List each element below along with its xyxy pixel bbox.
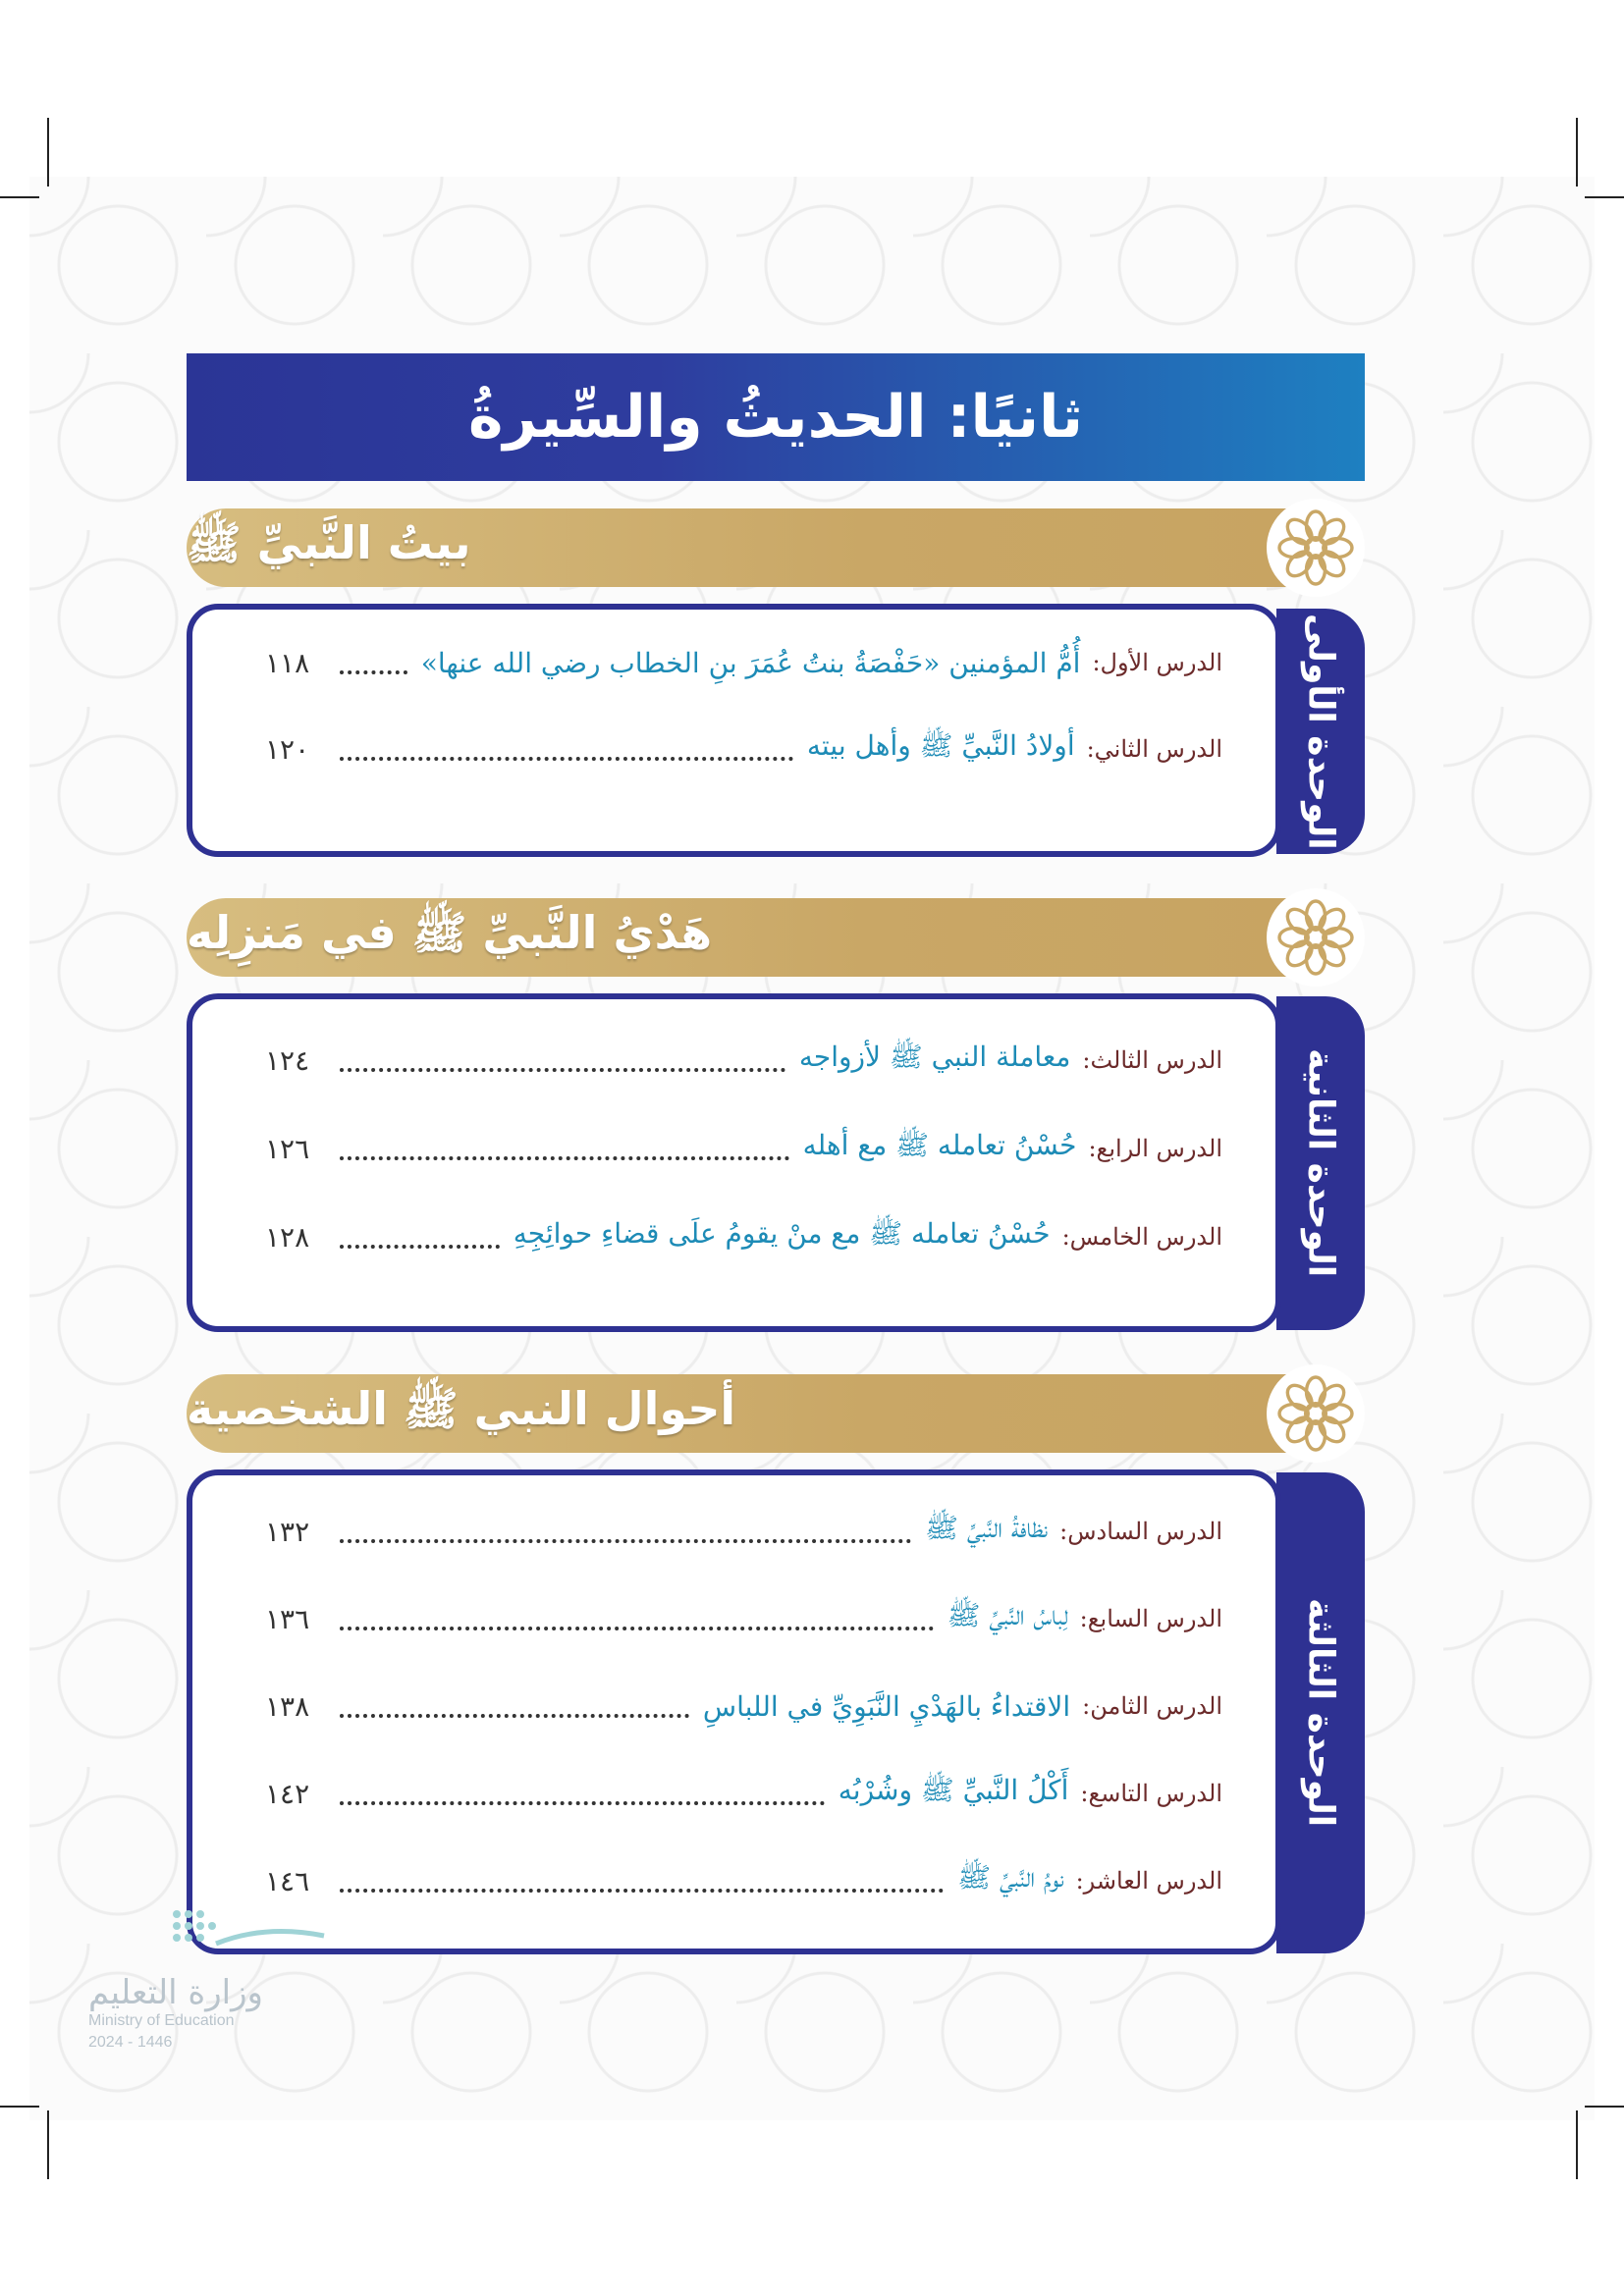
dot-leader xyxy=(340,1245,500,1249)
dot-leader xyxy=(340,757,793,761)
dot-leader xyxy=(340,1801,825,1805)
dot-leader xyxy=(340,670,407,674)
lesson-label: الدرس الثامن: xyxy=(1082,1692,1222,1720)
lesson-row[interactable] xyxy=(265,720,1222,778)
crop-mark xyxy=(1576,2110,1578,2179)
crop-mark xyxy=(1585,196,1624,198)
crop-mark xyxy=(1576,118,1578,187)
lesson-label: الدرس الرابع: xyxy=(1088,1135,1222,1162)
lesson-label: الدرس الثاني: xyxy=(1086,735,1222,763)
ministry-logo xyxy=(79,1904,334,2061)
lesson-title: لِباسُ النَّبيِّ ﷺ xyxy=(947,1599,1068,1631)
page-title: ثانيًا: الحديثُ والسِّيرةُ xyxy=(187,353,1365,481)
lesson-label: الدرس السابع: xyxy=(1079,1605,1222,1632)
lesson-title: معاملة النبي ﷺ لأزواجه xyxy=(798,1041,1071,1073)
dot-leader xyxy=(340,1889,944,1893)
dot-leader xyxy=(340,1539,911,1543)
lesson-label: الدرس الخامس: xyxy=(1061,1223,1222,1251)
lesson-title: أَكْلُ النَّبيِّ ﷺ وشُرْبُه xyxy=(838,1774,1069,1806)
flower-emblem-icon xyxy=(1267,499,1365,597)
lesson-title: نظافةُ النَّبيِّ ﷺ xyxy=(925,1512,1049,1544)
flower-emblem-icon xyxy=(1267,888,1365,987)
unit-3-banner: أحوال النبي ﷺ الشخصية xyxy=(187,1374,1316,1453)
dot-leader xyxy=(340,1068,785,1072)
unit-1-tab: الوحدة الأولى xyxy=(1276,609,1365,854)
crop-mark xyxy=(0,2106,39,2108)
unit-3-tab: الوحدة الثالثة xyxy=(1276,1472,1365,1953)
lesson-row[interactable] xyxy=(265,1851,1222,1910)
lesson-row[interactable] xyxy=(265,1677,1222,1735)
lesson-title: حُسْنُ تعامله ﷺ مع أهله xyxy=(802,1129,1077,1161)
lesson-label: الدرس التاسع: xyxy=(1080,1780,1222,1807)
ministry-name-english: Ministry of Education xyxy=(88,2012,235,2029)
lesson-row[interactable] xyxy=(265,633,1222,692)
lesson-title: الاقتداءُ بالهَدْيِ النَّبَوِيِّ في اللباسِ xyxy=(702,1689,1071,1723)
page-number: ١٢٤ xyxy=(265,1043,310,1077)
lesson-row[interactable] xyxy=(265,1207,1222,1266)
lesson-title: أولادُ النَّبيِّ ﷺ وأهل بيته xyxy=(806,729,1075,762)
dot-leader xyxy=(340,1627,934,1630)
crop-mark xyxy=(47,118,49,187)
page-number: ١٤٦ xyxy=(265,1864,310,1897)
page-number: ١٣٨ xyxy=(265,1689,310,1723)
unit-1-banner: بيتُ النَّبيِّ ﷺ xyxy=(187,508,1316,587)
crop-mark xyxy=(1585,2106,1624,2108)
unit-2-tab: الوحدة الثانية xyxy=(1276,996,1365,1330)
ministry-year: 2024 - 1446 xyxy=(88,2034,173,2051)
lesson-row[interactable] xyxy=(265,1119,1222,1178)
page-number: ١١٨ xyxy=(265,646,310,679)
lesson-row[interactable] xyxy=(265,1589,1222,1648)
flower-emblem-icon xyxy=(1267,1364,1365,1463)
page-number: ١٣٦ xyxy=(265,1602,310,1635)
lesson-label: الدرس العاشر: xyxy=(1075,1867,1222,1895)
crop-mark xyxy=(47,2110,49,2179)
lesson-title: نومُ النَّبيِّ ﷺ xyxy=(957,1861,1064,1894)
dot-leader xyxy=(340,1156,789,1160)
unit-2-banner: هَدْيُ النَّبيِّ ﷺ في مَنزِلِه xyxy=(187,898,1316,977)
dot-leader xyxy=(340,1714,689,1718)
lesson-row[interactable] xyxy=(265,1764,1222,1823)
lesson-row[interactable] xyxy=(265,1031,1222,1090)
lesson-label: الدرس الأول: xyxy=(1092,649,1222,676)
lesson-title: حُسْنُ تعامله ﷺ مع منْ يقومُ علَى قضاءِ حوائِجِهِ xyxy=(513,1217,1051,1250)
page-number: ١٢٠ xyxy=(265,732,310,766)
page-number: ١٣٢ xyxy=(265,1515,310,1548)
lesson-label: الدرس السادس: xyxy=(1059,1518,1222,1545)
crop-mark xyxy=(0,196,39,198)
page-number: ١٢٨ xyxy=(265,1220,310,1254)
ministry-dots-icon xyxy=(157,1904,334,1963)
page-number: ١٤٢ xyxy=(265,1777,310,1810)
lesson-label: الدرس الثالث: xyxy=(1082,1046,1222,1074)
lesson-title: أُمُّ المؤمنين «حَفْصَةُ بنتُ عُمَرَ بنِ الخطاب رضي الله عنها» xyxy=(420,646,1081,679)
ministry-name-arabic: وزارة التعليم xyxy=(88,1973,263,2012)
lesson-row[interactable] xyxy=(265,1502,1222,1561)
page-number: ١٢٦ xyxy=(265,1132,310,1165)
